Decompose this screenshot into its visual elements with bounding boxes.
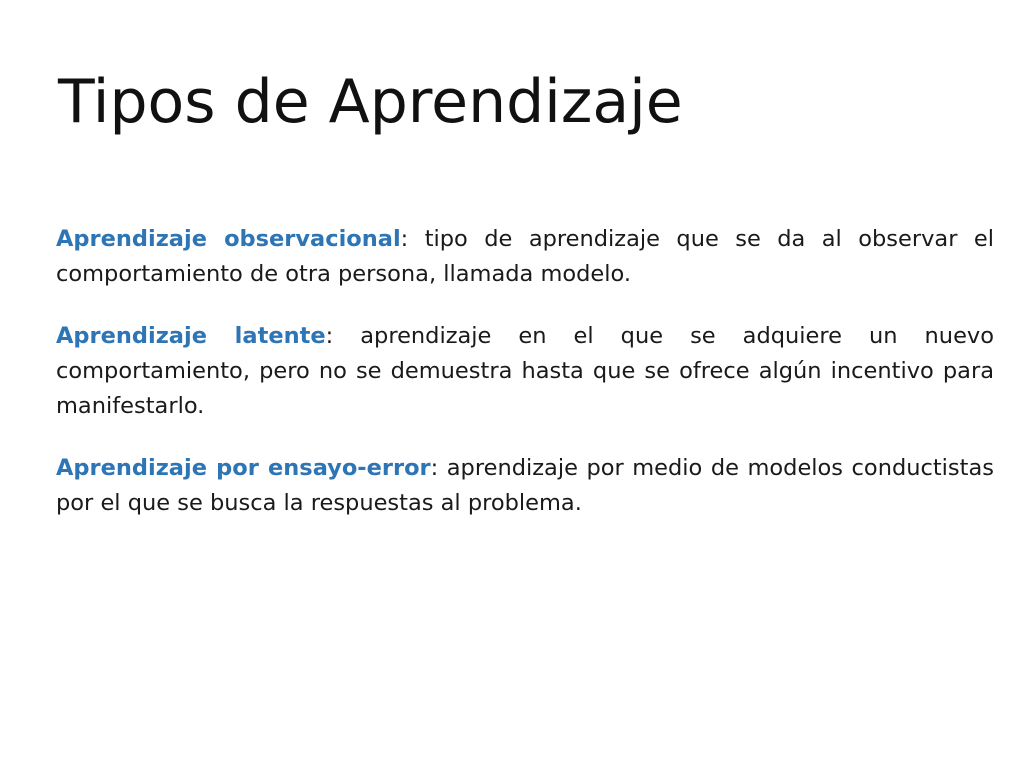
term-separator: : <box>430 455 439 481</box>
term-separator: : <box>400 226 409 252</box>
definition-latente <box>56 319 994 424</box>
term-ensayo-error: Aprendizaje por ensayo-error <box>56 455 431 481</box>
definition-text-latente: aprendizaje en el que se adquiere un nuevo comportamiento, pero no se demuestra hasta que se ofrece algún incentivo para manifestarlo. <box>56 323 994 419</box>
definition-observacional <box>56 222 994 292</box>
term-separator: : <box>325 323 334 349</box>
definition-text-ensayo-error: aprendizaje por medio de modelos conductistas por el que se busca la respuestas al problema. <box>56 455 994 516</box>
definition-ensayo-error <box>56 451 994 521</box>
term-observacional: Aprendizaje observacional <box>56 226 401 252</box>
term-latente: Aprendizaje latente <box>56 323 326 349</box>
definitions-list <box>56 222 994 548</box>
slide-title: Tipos de Aprendizaje <box>58 67 683 137</box>
definition-text-observacional: tipo de aprendizaje que se da al observar el comportamiento de otra persona, llamada modelo. <box>56 226 994 287</box>
